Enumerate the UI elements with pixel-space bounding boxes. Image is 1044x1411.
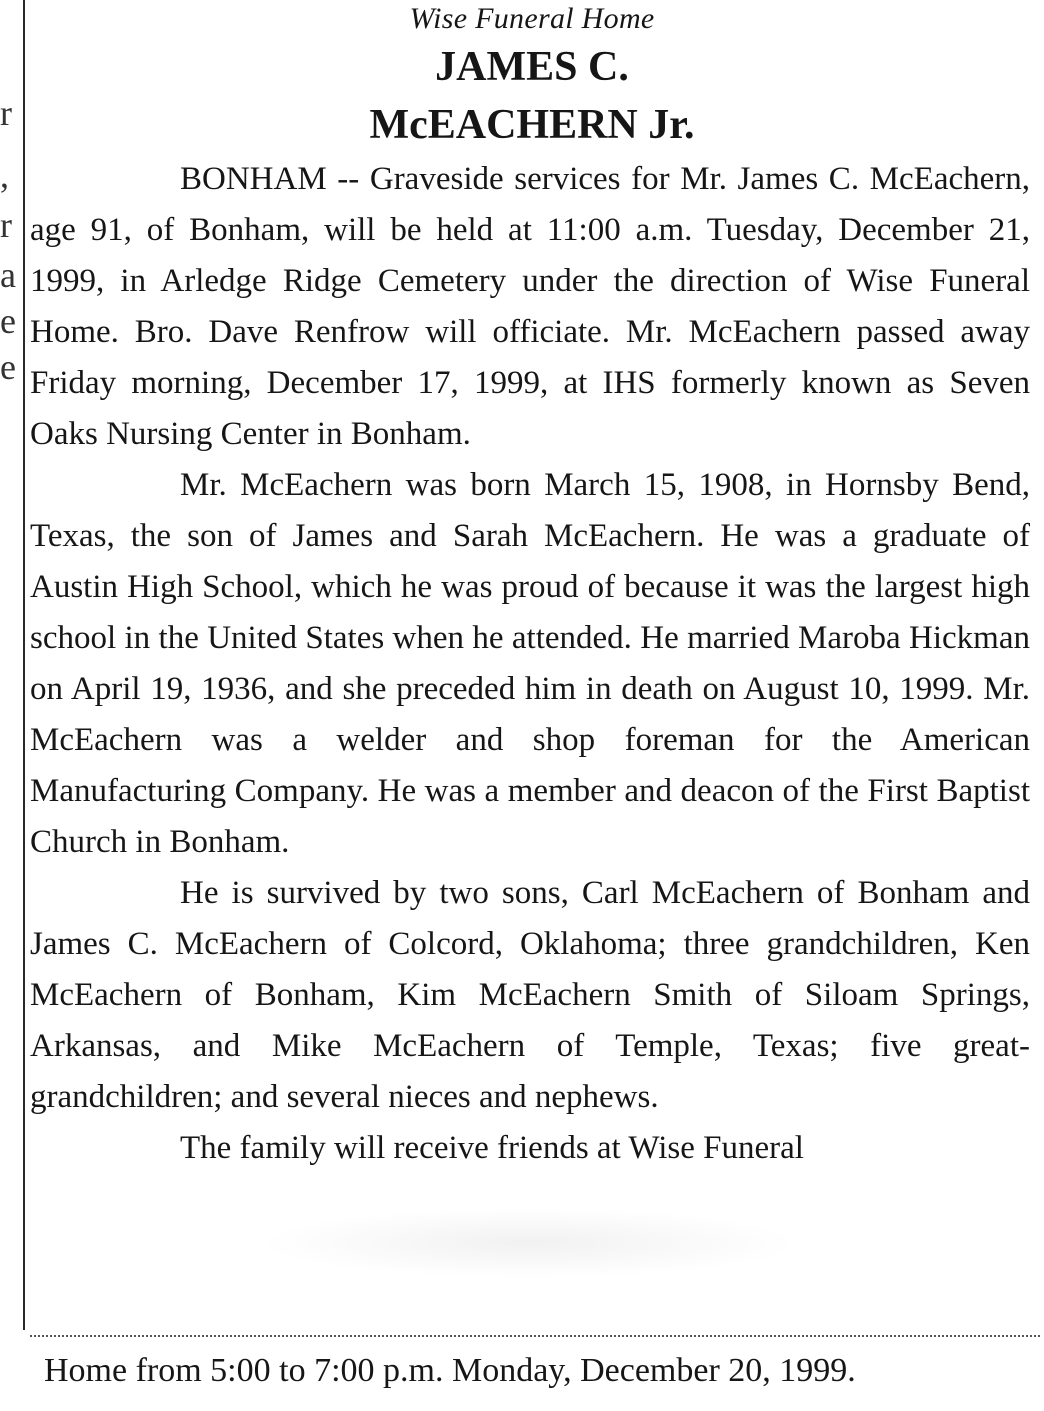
funeral-home-header: Wise Funeral Home bbox=[409, 2, 655, 35]
fragment-char: e bbox=[0, 347, 16, 387]
obituary-clipping bbox=[30, 0, 1034, 1340]
services-paragraph: BONHAM -- Graveside services for Mr. James C. McEachern, age 91, of Bonham, will be held at 11:00 a.m. Tuesday, December 21, 1999, in Arledge Ridge Cemetery under the direction of Wise Funeral Home. Bro. Dave Renfrow will officiate. Mr. McEachern passed away Friday morning, December 17, 1999, at IHS formerly known as Seven Oaks Nursing Center in Bonham. bbox=[30, 161, 1030, 452]
clipping-cut-line bbox=[30, 1335, 1040, 1337]
fragment-char: r bbox=[0, 205, 12, 245]
fragment-char: e bbox=[0, 301, 16, 341]
fragment-char: , bbox=[0, 155, 9, 195]
visitation-continuation: Home from 5:00 to 7:00 p.m. Monday, December 20, 1999. bbox=[44, 1352, 856, 1389]
visitation-paragraph: The family will receive friends at Wise Funeral bbox=[180, 1130, 804, 1166]
deceased-name-line-1: JAMES C. bbox=[435, 44, 629, 90]
survivors-paragraph: He is survived by two sons, Carl McEachern of Bonham and James C. McEachern of Colcord, Oklahoma; three grandchildren, Ken McEachern of Bonham, Kim McEachern Smith of Siloam Springs, Arkansas, and Mike McEachern of Temple, Texas; five great-grandchildren; and several nieces and nephews. bbox=[30, 875, 1030, 1115]
fragment-char: r bbox=[0, 93, 12, 133]
clipping-edge bbox=[23, 0, 25, 1330]
deceased-name-line-2: McEACHERN Jr. bbox=[369, 102, 695, 148]
fragment-char: a bbox=[0, 255, 16, 295]
biography-paragraph: Mr. McEachern was born March 15, 1908, in Hornsby Bend, Texas, the son of James and Sarah McEachern. He was a graduate of Austin High School, which he was proud of because it was the largest high school in the United States when he attended. He married Maroba Hickman on April 19, 1936, and she preceded him in death on August 10, 1999. Mr. McEachern was a welder and shop foreman for the American Manufacturing Company. He was a member and deacon of the First Baptist Church in Bonham. bbox=[30, 467, 1030, 860]
